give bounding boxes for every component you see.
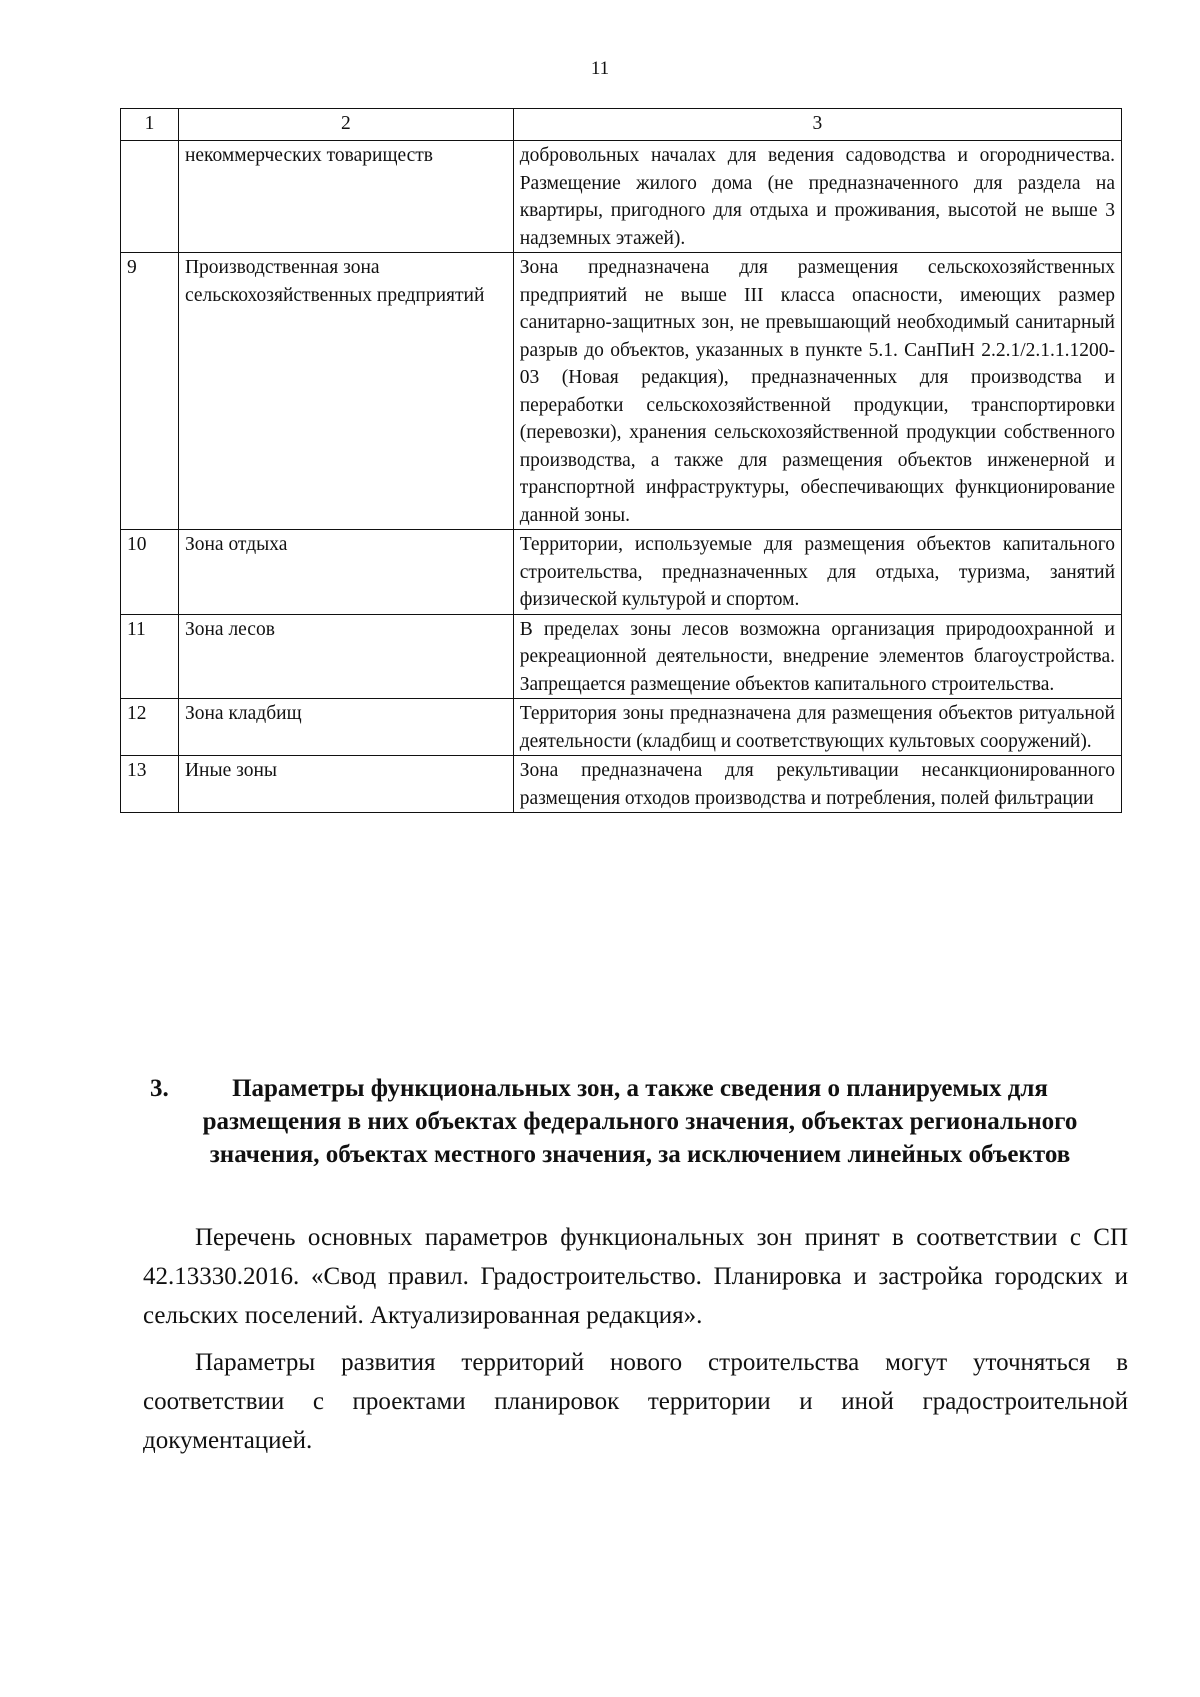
table-row (121, 141, 1122, 253)
zone-name: Зона кладбищ (178, 699, 513, 756)
table-row (121, 699, 1122, 756)
zone-description: В пределах зоны лесов возможна организация природоохранной и рекреационной деятельности, внедрение элементов благоустройства. Запрещается размещение объектов капитального строительства. (513, 614, 1121, 699)
table-row (121, 253, 1122, 530)
row-number: 12 (121, 699, 179, 756)
zones-table (120, 108, 1122, 813)
zone-name: Иные зоны (178, 756, 513, 813)
row-number: 9 (121, 253, 179, 530)
page-number: 11 (590, 58, 610, 79)
table-row (121, 756, 1122, 813)
body-text (143, 1218, 1128, 1468)
zone-name: Зона лесов (178, 614, 513, 699)
zone-description: Территории, используемые для размещения объектов капитального строительства, предназначенных для отдыха, туризма, занятий физической культурой и спортом. (513, 530, 1121, 615)
zone-name: Зона отдыха (178, 530, 513, 615)
row-number: 10 (121, 530, 179, 615)
section-number: 3. (150, 1075, 169, 1102)
row-number: 13 (121, 756, 179, 813)
zone-description: добровольных началах для ведения садоводства и огородничества. Размещение жилого дома (не предназначенного для раздела на квартиры, пригодного для отдыха и проживания, высотой не выше 3 надземных этажей). (513, 141, 1121, 253)
table-header-row (121, 109, 1122, 141)
zone-description: Зона предназначена для рекультивации несанкционированного размещения отходов производства и потребления, полей фильтрации (513, 756, 1121, 813)
table-row (121, 530, 1122, 615)
section-heading (150, 1072, 1090, 1171)
zone-description: Зона предназначена для размещения сельскохозяйственных предприятий не выше III класса опасности, имеющих размер санитарно-защитных зон, не превышающий необходимый санитарный разрыв до объектов, указанных в пункте 5.1. СанПиН 2.2.1/2.1.1.1200-03 (Новая редакция), предназначенных для производства и переработки сельскохозяйственной продукции, транспортировки (перевозки), хранения сельскохозяйственной продукции собственного производства, а также для размещения объектов инженерной и транспортной инфраструктуры, обеспечивающих функционирование данной зоны. (513, 253, 1121, 530)
paragraph: Перечень основных параметров функциональных зон принят в соответствии с СП 42.13330.2016. «Свод правил. Градостроительство. Планировка и застройка городских и сельских поселений. Актуализированная редакция». (143, 1224, 1128, 1329)
header-cell: 3 (513, 109, 1121, 141)
zone-name: некоммерческих товариществ (178, 141, 513, 253)
row-number (121, 141, 179, 253)
section-title: Параметры функциональных зон, а также сведения о планируемых для размещения в них объектах федерального значения, объектах регионального значения, объектах местного значения, за исключением линейных объектов (202, 1075, 1078, 1168)
paragraph: Параметры развития территорий нового строительства могут уточняться в соответствии с проектами планировок территории и иной градостроительной документацией. (143, 1349, 1128, 1454)
row-number: 11 (121, 614, 179, 699)
zone-description: Территория зоны предназначена для размещения объектов ритуальной деятельности (кладбищ и соответствующих культовых сооружений). (513, 699, 1121, 756)
table-row (121, 614, 1122, 699)
header-cell: 2 (178, 109, 513, 141)
zone-name: Производственная зона сельскохозяйственных предприятий (178, 253, 513, 530)
header-cell: 1 (121, 109, 179, 141)
